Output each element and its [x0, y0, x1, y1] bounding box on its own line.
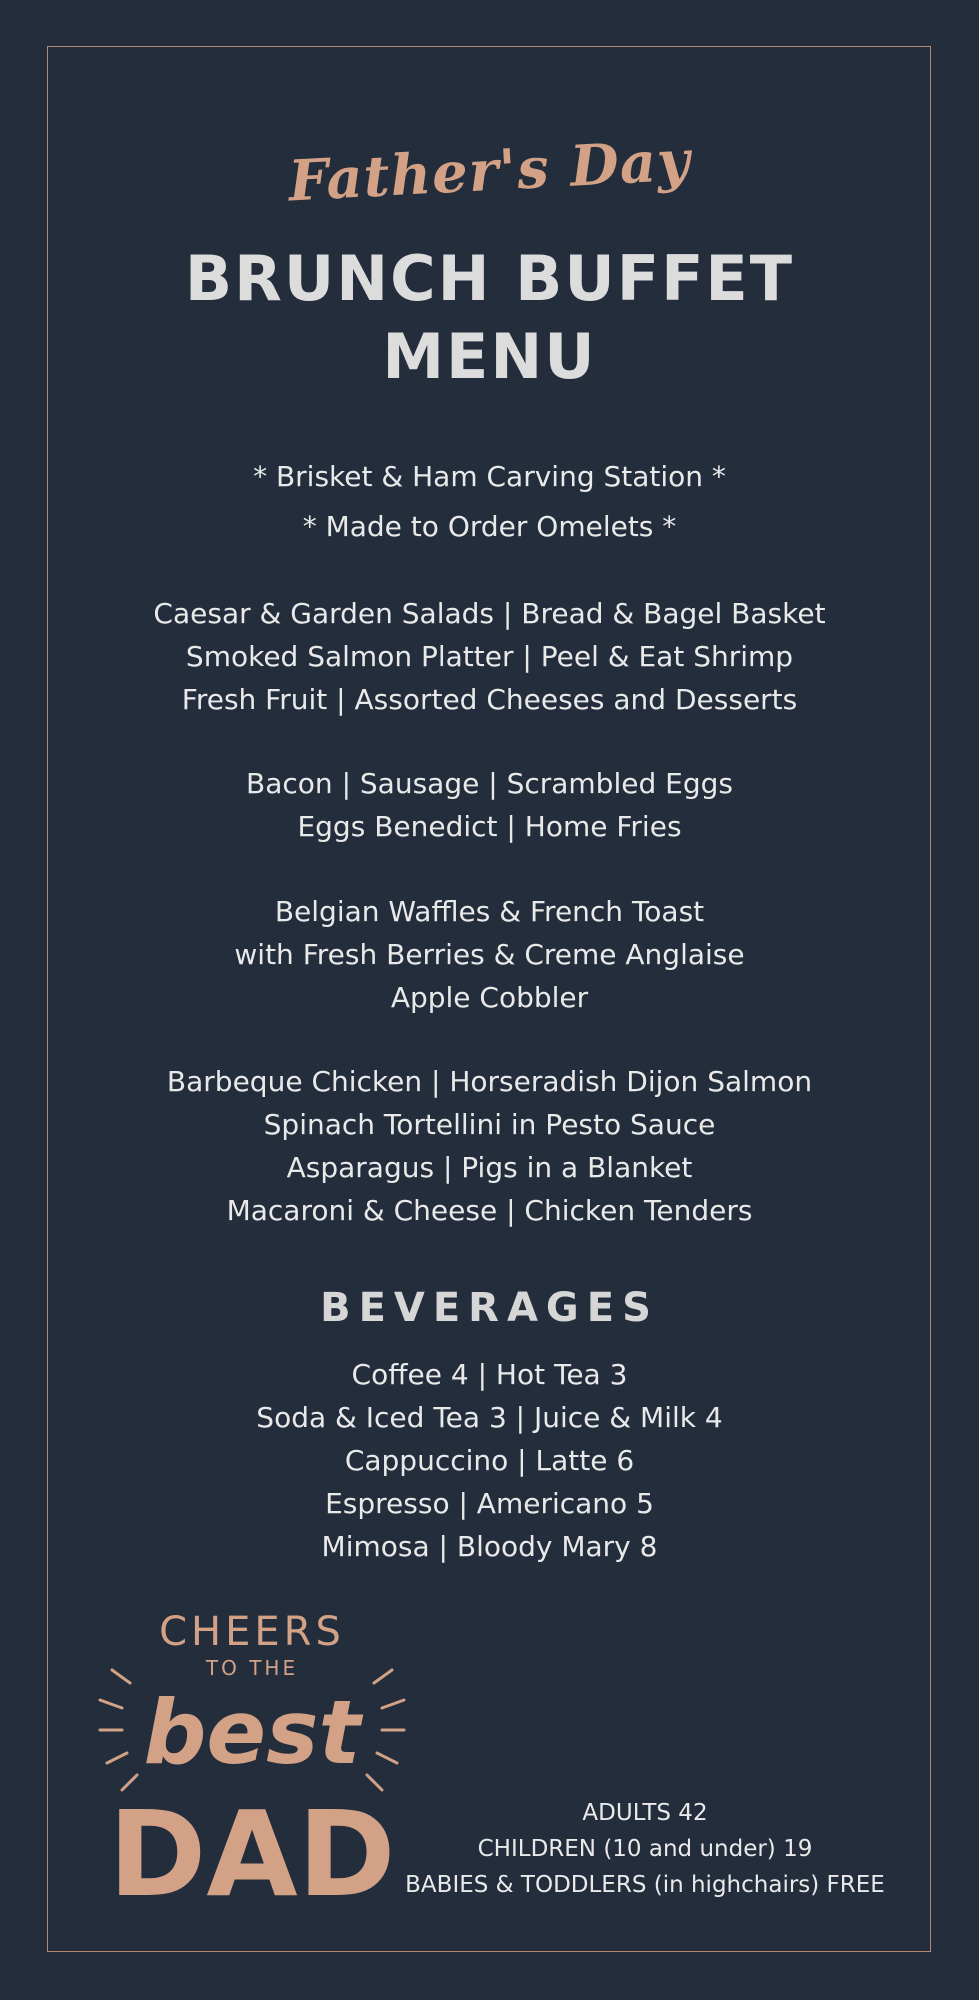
menu-line: Eggs Benedict | Home Fries — [297, 810, 682, 843]
beverage-line: Mimosa | Bloody Mary 8 — [321, 1530, 658, 1563]
menu-group-sweets — [0, 890, 979, 1019]
cheers-best-dad-badge — [92, 1605, 412, 1910]
feature-item: * Made to Order Omelets * — [302, 510, 677, 543]
badge-cheers-text: CHEERS — [159, 1609, 345, 1655]
pricing-info — [405, 1795, 885, 1903]
beverages-list — [0, 1353, 979, 1568]
price-line: BABIES & TODDLERS (in highchairs) FREE — [405, 1872, 885, 1898]
beverage-line: Espresso | Americano 5 — [325, 1487, 654, 1520]
beverage-line: Cappuccino | Latte 6 — [344, 1444, 635, 1477]
price-line: CHILDREN (10 and under) 19 — [477, 1836, 813, 1862]
menu-line: Bacon | Sausage | Scrambled Eggs — [246, 767, 733, 800]
menu-line: Spinach Tortellini in Pesto Sauce — [263, 1108, 716, 1141]
menu-line: Macaroni & Cheese | Chicken Tenders — [226, 1194, 753, 1227]
feature-item: * Brisket & Ham Carving Station * — [253, 460, 726, 493]
title-line-2: MENU — [382, 320, 597, 393]
title-line-1: BRUNCH BUFFET — [184, 242, 795, 315]
menu-line: with Fresh Berries & Creme Anglaise — [234, 938, 745, 971]
badge-dad-text: DAD — [108, 1785, 396, 1910]
featured-stations — [0, 452, 979, 552]
beverage-line: Soda & Iced Tea 3 | Juice & Milk 4 — [256, 1401, 723, 1434]
menu-group-salads — [0, 592, 979, 721]
menu-group-breakfast — [0, 762, 979, 848]
menu-line: Fresh Fruit | Assorted Cheeses and Desserts — [181, 683, 798, 716]
menu-line: Belgian Waffles & French Toast — [274, 895, 705, 928]
beverage-line: Coffee 4 | Hot Tea 3 — [351, 1358, 628, 1391]
menu-line: Asparagus | Pigs in a Blanket — [286, 1151, 693, 1184]
page-title — [0, 240, 979, 396]
menu-line: Apple Cobbler — [390, 981, 589, 1014]
badge-to-the-text: TO THE — [205, 1656, 299, 1680]
badge-best-text: best — [143, 1681, 361, 1784]
menu-line: Smoked Salmon Platter | Peel & Eat Shrimp — [185, 640, 794, 673]
price-line: ADULTS 42 — [582, 1800, 708, 1826]
menu-line: Barbeque Chicken | Horseradish Dijon Salmon — [166, 1065, 813, 1098]
fathers-day-script-title: Father's Day — [286, 127, 693, 215]
beverages-heading: BEVERAGES — [320, 1285, 659, 1331]
menu-group-entrees — [0, 1060, 979, 1232]
menu-line: Caesar & Garden Salads | Bread & Bagel Basket — [153, 597, 826, 630]
